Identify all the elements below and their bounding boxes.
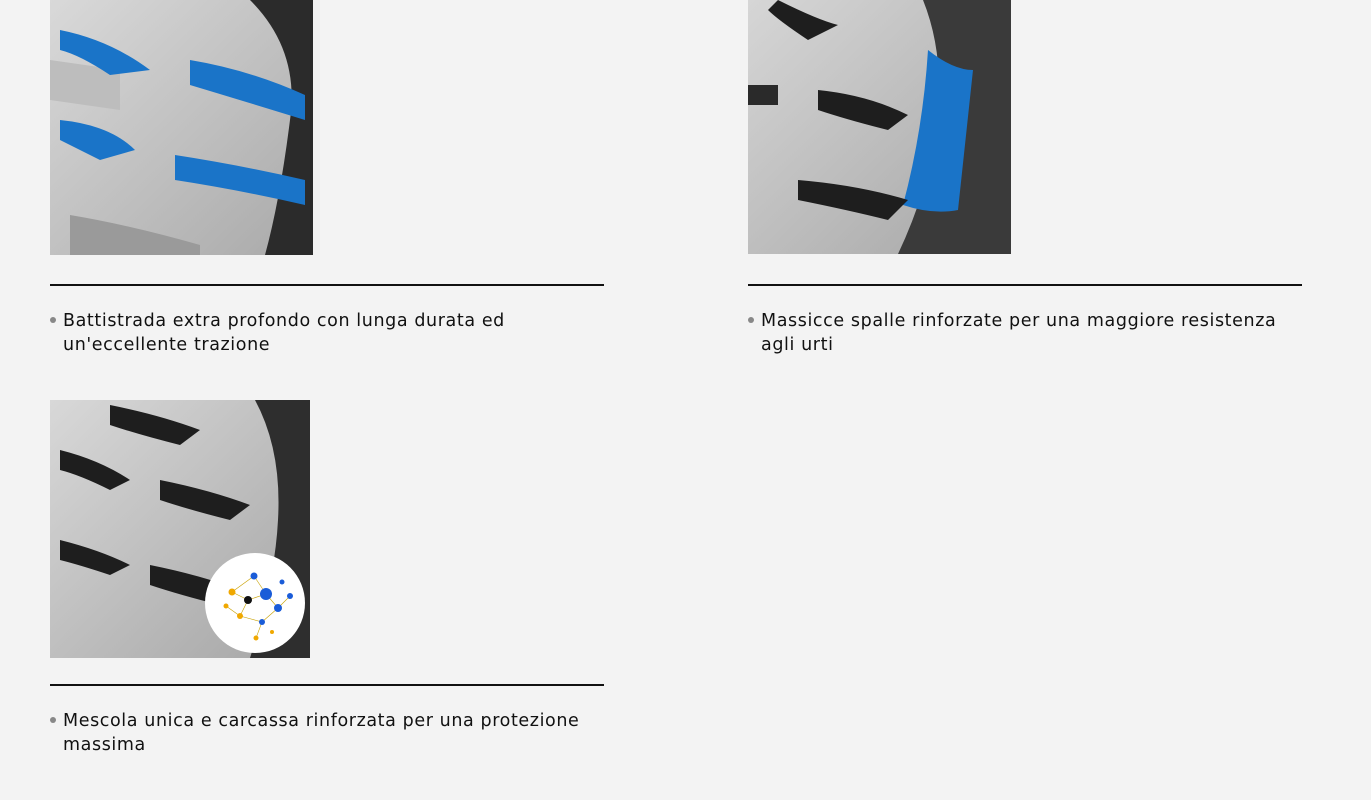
feature-text: Battistrada extra profondo con lunga durata ed un'eccellente trazione — [63, 311, 505, 355]
feature-text: Massicce spalle rinforzate per una maggiore resistenza agli urti — [761, 311, 1277, 355]
divider — [50, 284, 604, 286]
shoulder-image — [748, 0, 1011, 254]
bullet-icon — [748, 317, 754, 323]
feature-text: Mescola unica e carcassa rinforzata per una protezione massima — [63, 711, 580, 755]
feature-card-tread — [50, 0, 604, 360]
divider — [50, 684, 604, 686]
divider — [748, 284, 1302, 286]
bullet-icon — [50, 317, 56, 323]
tire-tread-illustration — [50, 0, 313, 255]
tire-compound-illustration — [50, 400, 310, 658]
compound-image — [50, 400, 310, 658]
feature-card-compound — [50, 400, 604, 760]
feature-caption — [50, 309, 604, 357]
feature-card-shoulder — [748, 0, 1302, 360]
tread-image — [50, 0, 313, 255]
feature-caption — [50, 709, 604, 757]
bullet-icon — [50, 717, 56, 723]
feature-caption — [748, 309, 1302, 357]
tire-shoulder-illustration — [748, 0, 1011, 254]
